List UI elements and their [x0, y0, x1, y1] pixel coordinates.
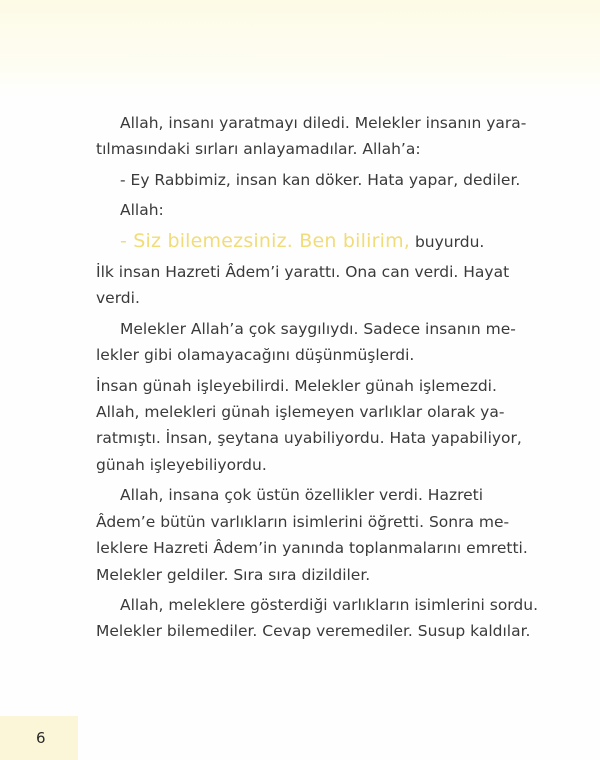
- text-line: verdi.: [96, 289, 140, 308]
- text-line: leklere Hazreti Âdem’in yanında toplanmalarını emretti.: [96, 539, 528, 558]
- text-line: Âdem’e bütün varlıkların isimlerini öğretti. Sonra me-: [96, 512, 510, 531]
- text-line: Melekler Allah’a çok saygılıydı. Sadece insanın me-: [120, 319, 516, 338]
- text-line: İnsan günah işleyebilirdi. Melekler günah işlemezdi.: [96, 376, 497, 395]
- text-line: Allah, insana çok üstün özellikler verdi. Hazreti: [120, 486, 484, 505]
- text-line: Melekler geldiler. Sıra sıra dizildiler.: [96, 565, 371, 584]
- text-line: Allah:: [120, 201, 164, 220]
- text-line: günah işleyebiliyordu.: [96, 455, 267, 474]
- page-number: 6: [0, 716, 78, 760]
- text-line: - Ey Rabbimiz, insan kan döker. Hata yapar, dediler.: [120, 170, 521, 189]
- text-line: Allah, insanı yaratmayı diledi. Melekler insanın yara-: [120, 114, 527, 132]
- text-line: lekler gibi olamayacağını düşünmüşlerdi.: [96, 346, 415, 365]
- highlighted-quote: - Siz bilemezsiniz. Ben bilirim,: [120, 229, 411, 252]
- body-text: [96, 110, 566, 645]
- text-line: ratmıştı. İnsan, şeytana uyabiliyordu. Hata yapabiliyor,: [96, 429, 522, 448]
- highlighted-quote-line: [96, 228, 566, 255]
- text-line: Melekler bilemediler. Cevap veremediler. Susup kaldılar.: [96, 622, 531, 641]
- top-tint-band: [0, 0, 600, 96]
- quote-tail: buyurdu.: [414, 232, 485, 251]
- text-line: Allah, melekleri günah işlemeyen varlıklar olarak ya-: [96, 403, 505, 422]
- text-line: Allah, meleklere gösterdiği varlıkların isimlerini sordu.: [120, 595, 538, 614]
- text-line: İlk insan Hazreti Âdem’i yarattı. Ona can verdi. Hayat: [96, 263, 510, 282]
- text-line: tılmasındaki sırları anlayamadılar. Allah’a:: [96, 140, 421, 159]
